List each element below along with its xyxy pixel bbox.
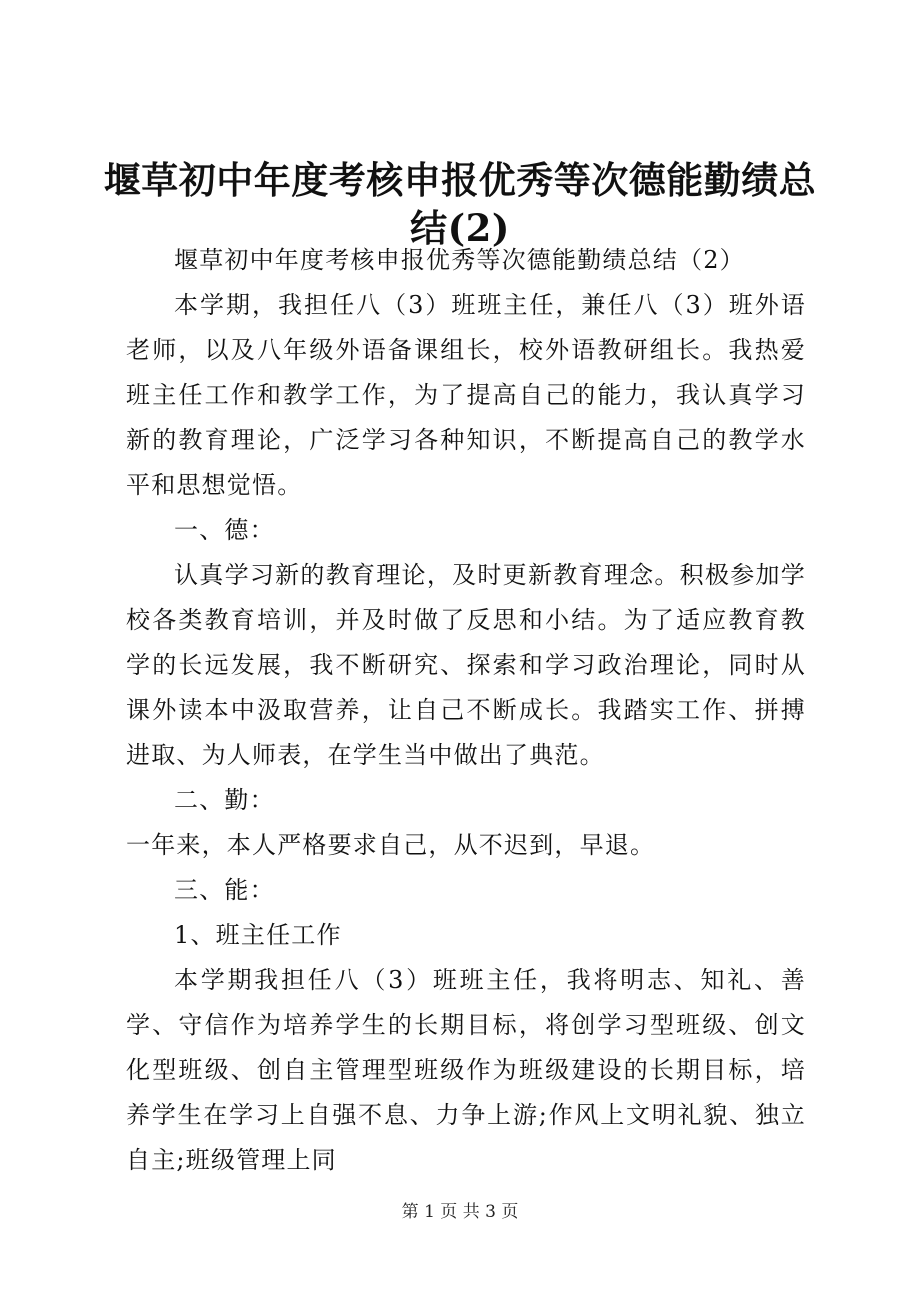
document-title: 堰草初中年度考核申报优秀等次德能勤绩总结(2) [103, 158, 817, 250]
section-heading-qin: 二、勤： [174, 786, 275, 814]
paragraph-de: 认真学习新的教育理论，及时更新教育理念。积极参加学校各类教育培训，并及时做了反思和小结。为了适应教育教学的长远发展，我不断研究、探索和学习政治理论，同时从课外读本中汲取营养，让自己不断成长。我踏实工作、拼搏进取、为人师表，在学生当中做出了典范。 [126, 561, 806, 769]
section-heading-de: 一、德： [174, 516, 275, 544]
paragraph-class-teacher: 本学期我担任八（3）班班主任，我将明志、知礼、善学、守信作为培养学生的长期目标，将创学习型班级、创文化型班级、创自主管理型班级作为班级建设的长期目标，培养学生在学习上自强不息、力争上游;作风上文明礼貌、独立自主;班级管理上同 [126, 966, 806, 1174]
paragraph-subtitle: 堰草初中年度考核申报优秀等次德能勤绩总结（2） [174, 246, 745, 274]
subsection-heading-class-teacher: 1、班主任工作 [174, 921, 342, 949]
page-number-footer: 第 1 页 共 3 页 [401, 1202, 519, 1222]
paragraph-intro: 本学期，我担任八（3）班班主任，兼任八（3）班外语老师，以及八年级外语备课组长，校外语教研组长。我热爱班主任工作和教学工作，为了提高自己的能力，我认真学习新的教育理论，广泛学习各种知识，不断提高自己的教学水平和思想觉悟。 [126, 291, 806, 499]
document-body [126, 238, 806, 1183]
paragraph-qin: 一年来，本人严格要求自己，从不迟到，早退。 [126, 831, 656, 859]
section-heading-neng: 三、能： [174, 876, 275, 904]
